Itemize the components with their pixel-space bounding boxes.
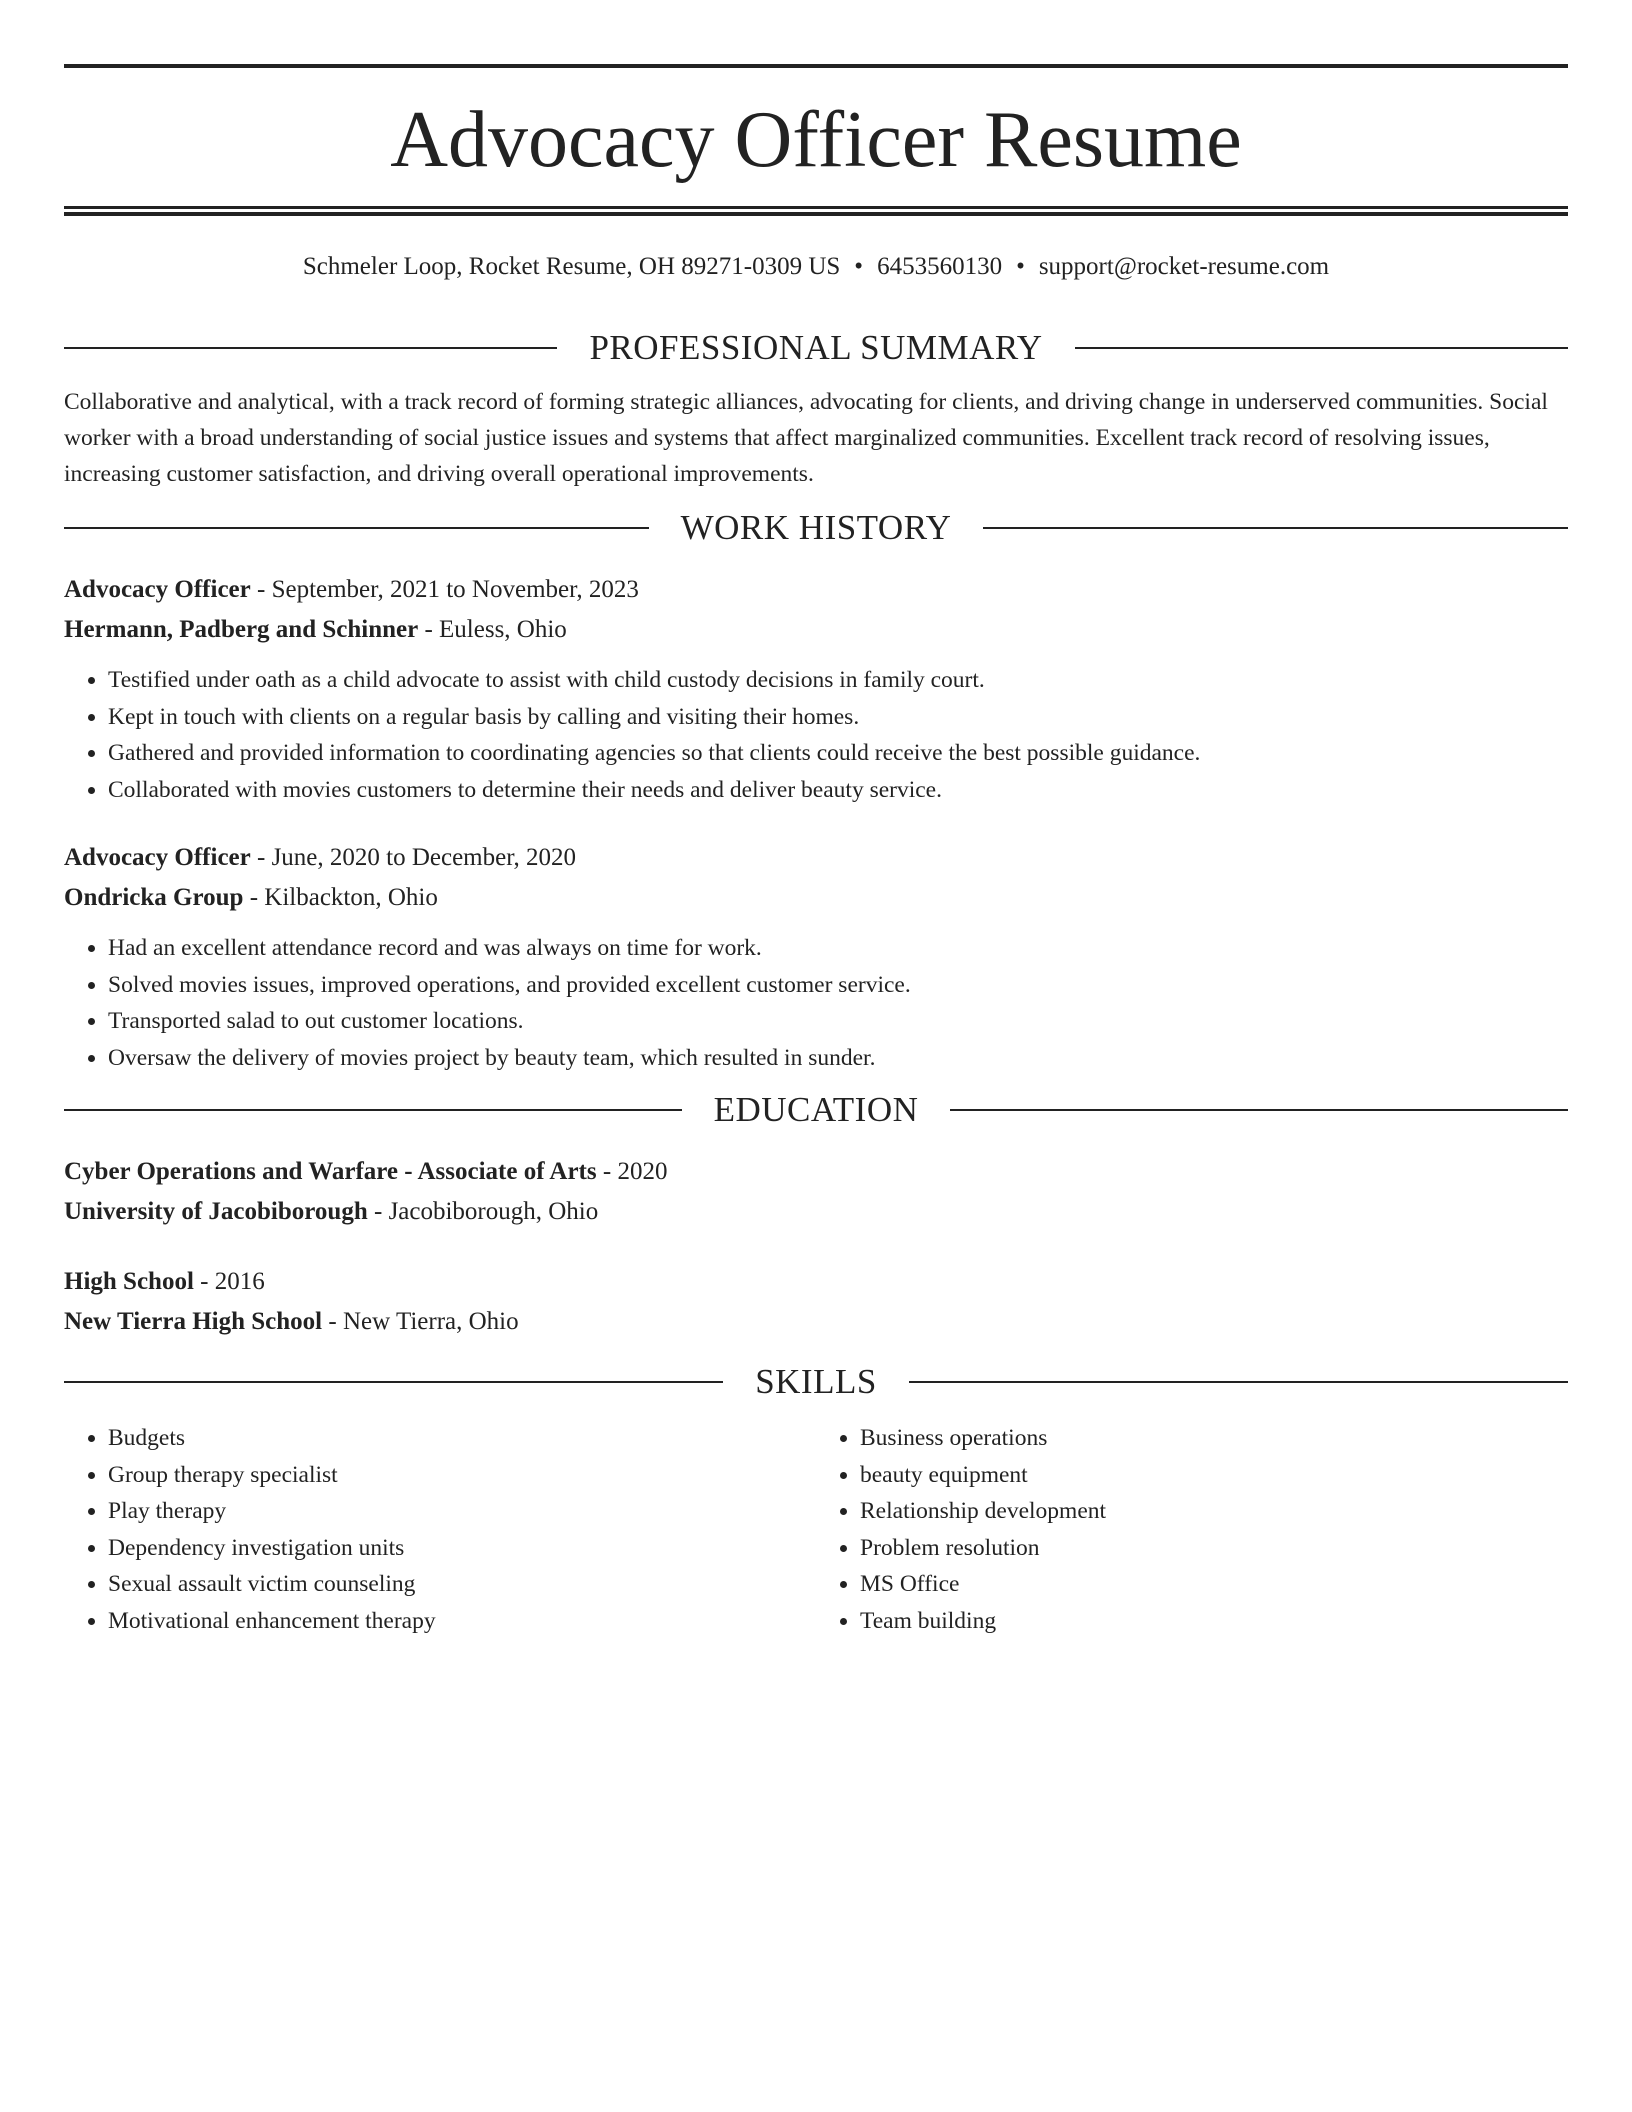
job-bullet: • Oversaw the delivery of movies project by beauty team, which resulted in sunder. (108, 1040, 1568, 1077)
skill-item: • Business operations (860, 1420, 1568, 1457)
education-year: 2020 (617, 1158, 668, 1185)
job-entry (64, 838, 1568, 1076)
skills-list-right (816, 1420, 1568, 1639)
job-bullet: • Solved movies issues, improved operations, and provided excellent customer service. (108, 967, 1568, 1004)
skill-item: • Team building (860, 1603, 1568, 1640)
contact-line (64, 250, 1568, 284)
job-bullet: • Testified under oath as a child advocate to assist with child custody decisions in family court. (108, 662, 1568, 699)
contact-phone[interactable]: 6453560130 (877, 253, 1003, 280)
section-header-education (64, 1090, 1568, 1130)
job-title-line: Advocacy Officer - June, 2020 to December, 2020 (64, 844, 577, 871)
contact-address: Schmeler Loop, Rocket Resume, OH 89271-0309 US (302, 253, 841, 280)
job-location: Kilbackton, Ohio (264, 884, 438, 911)
divider-line (983, 527, 1568, 529)
education-entry (64, 1262, 1568, 1342)
job-bullet-list (64, 662, 1568, 808)
job-dates: September, 2021 to November, 2023 (271, 576, 639, 603)
divider-line (1075, 347, 1568, 349)
education-degree: Cyber Operations and Warfare - Associate of Arts (64, 1158, 597, 1185)
job-location: Euless, Ohio (439, 616, 567, 643)
job-bullet: • Transported salad to out customer locations. (108, 1003, 1568, 1040)
section-header-skills (64, 1362, 1568, 1402)
education-location: New Tierra, Ohio (342, 1308, 519, 1335)
skill-item: • MS Office (860, 1566, 1568, 1603)
job-company-line: Hermann, Padberg and Schinner - Euless, Ohio (64, 616, 567, 643)
skill-item: • beauty equipment (860, 1457, 1568, 1494)
top-rule (64, 64, 1568, 68)
education-degree-line: High School - 2016 (64, 1268, 265, 1295)
skill-item: • Relationship development (860, 1493, 1568, 1530)
job-title: Advocacy Officer (64, 844, 251, 871)
section-header-summary (64, 328, 1568, 368)
job-entry (64, 570, 1568, 808)
skill-item: • Dependency investigation units (108, 1530, 816, 1567)
contact-separator: • (1016, 253, 1025, 280)
education-degree-line: Cyber Operations and Warfare - Associate of Arts - 2020 (64, 1158, 668, 1185)
job-bullet: • Gathered and provided information to coordinating agencies so that clients could receive the best possible guidance. (108, 735, 1568, 772)
contact-email[interactable]: support@rocket-resume.com (1038, 253, 1330, 280)
summary-text: Collaborative and analytical, with a track record of forming strategic alliances, advocating for clients, and driving change in underserved communities. Social worker with a broad understanding of social justice issues and systems that affect marginalized communities. Excellent track record of resolving issues, increasing customer satisfaction, and driving overall operational improvements. (64, 389, 1548, 487)
skill-item: • Problem resolution (860, 1530, 1568, 1567)
skills-grid (64, 1408, 1568, 1639)
title-double-rule (64, 206, 1568, 216)
skill-item: • Play therapy (108, 1493, 816, 1530)
resume-title: Advocacy Officer Resume (390, 96, 1242, 184)
divider-line (64, 1381, 723, 1383)
divider-line (64, 347, 557, 349)
education-school-line: New Tierra High School - New Tierra, Ohio (64, 1308, 519, 1335)
divider-line (64, 1109, 682, 1111)
section-title-work: WORK HISTORY (680, 508, 952, 547)
skill-item: • Group therapy specialist (108, 1457, 816, 1494)
job-bullet: • Had an excellent attendance record and was always on time for work. (108, 930, 1568, 967)
divider-line (950, 1109, 1568, 1111)
job-dates: June, 2020 to December, 2020 (271, 844, 577, 871)
section-header-work (64, 508, 1568, 548)
job-company: Hermann, Padberg and Schinner (64, 616, 419, 643)
education-year: 2016 (214, 1268, 265, 1295)
education-school: University of Jacobiborough (64, 1198, 368, 1225)
divider-line (64, 527, 649, 529)
skill-item: • Motivational enhancement therapy (108, 1603, 816, 1640)
divider-line (909, 1381, 1568, 1383)
education-location: Jacobiborough, Ohio (388, 1198, 599, 1225)
skill-item: • Budgets (108, 1420, 816, 1457)
education-entry (64, 1152, 1568, 1232)
section-title-education: EDUCATION (713, 1090, 919, 1129)
section-title-skills: SKILLS (755, 1362, 877, 1401)
job-title: Advocacy Officer (64, 576, 251, 603)
job-title-line: Advocacy Officer - September, 2021 to November, 2023 (64, 576, 639, 603)
contact-separator: • (854, 253, 864, 280)
job-bullet: • Collaborated with movies customers to determine their needs and deliver beauty service. (108, 772, 1568, 809)
education-degree: High School (64, 1268, 194, 1295)
job-bullet-list (64, 930, 1568, 1076)
job-bullet: • Kept in touch with clients on a regular basis by calling and visiting their homes. (108, 699, 1568, 736)
education-school-line: University of Jacobiborough - Jacobiborough, Ohio (64, 1198, 599, 1225)
section-title-summary: PROFESSIONAL SUMMARY (589, 328, 1043, 367)
skill-item: • Sexual assault victim counseling (108, 1566, 816, 1603)
education-school: New Tierra High School (64, 1308, 323, 1335)
job-company: Ondricka Group (64, 884, 244, 911)
skills-list-left (64, 1420, 816, 1639)
job-company-line: Ondricka Group - Kilbackton, Ohio (64, 884, 438, 911)
